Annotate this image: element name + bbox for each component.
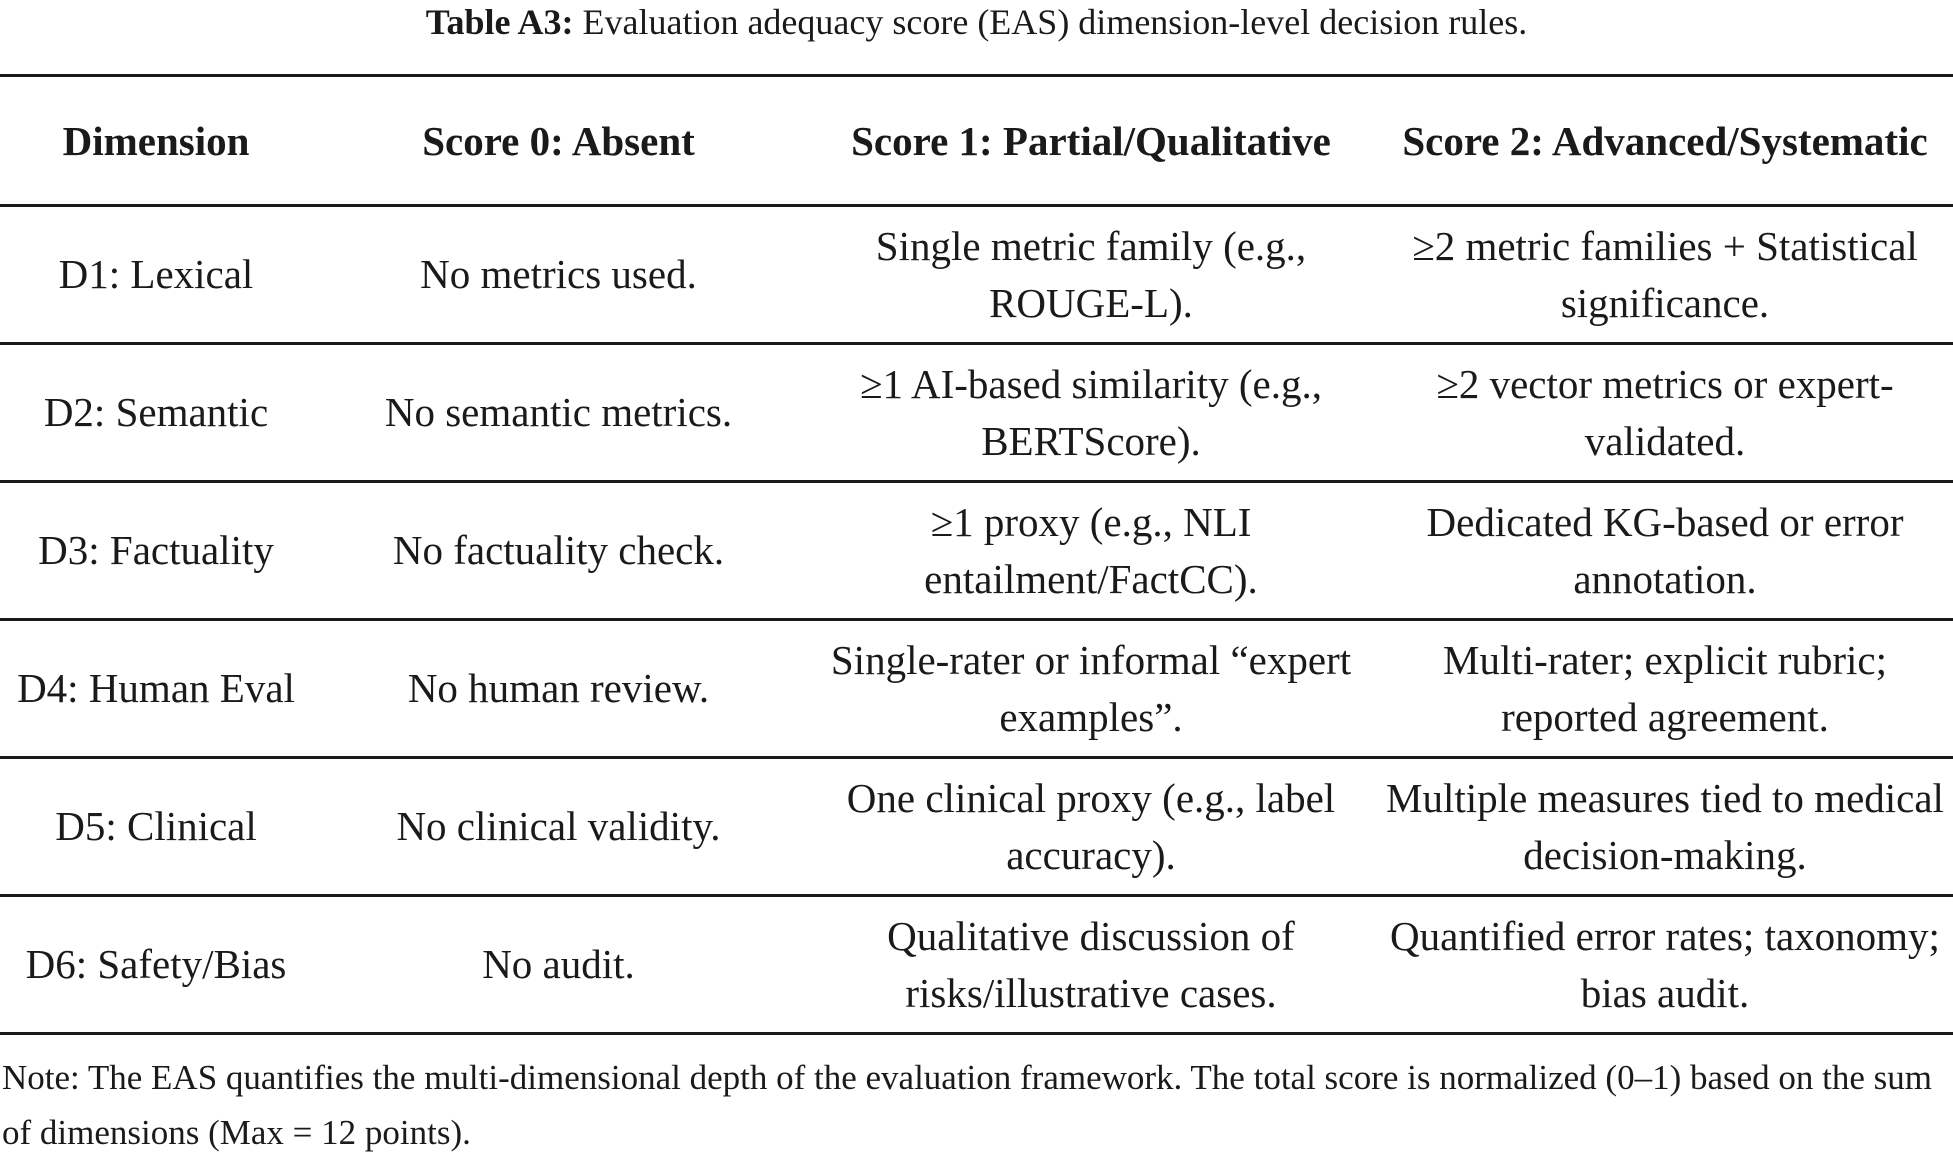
cell-score-1: Single metric family (e.g., ROUGE-L).: [805, 206, 1377, 344]
eas-decision-rules-table: [0, 74, 1953, 1035]
cell-dimension: D3: Factuality: [0, 482, 312, 620]
cell-dimension: D4: Human Eval: [0, 620, 312, 758]
cell-score-2: Multiple measures tied to medical decision-making.: [1377, 758, 1953, 896]
cell-score-0: No metrics used.: [312, 206, 805, 344]
cell-score-0: No clinical validity.: [312, 758, 805, 896]
cell-dimension: D6: Safety/Bias: [0, 896, 312, 1034]
cell-score-1: Qualitative discussion of risks/illustrative cases.: [805, 896, 1377, 1034]
table-row: [0, 896, 1953, 1034]
cell-dimension: D5: Clinical: [0, 758, 312, 896]
table-caption-label: Table A3:: [425, 2, 574, 42]
cell-score-2: Quantified error rates; taxonomy; bias audit.: [1377, 896, 1953, 1034]
cell-score-0: No semantic metrics.: [312, 344, 805, 482]
table-row: [0, 482, 1953, 620]
cell-dimension: D1: Lexical: [0, 206, 312, 344]
table-caption-text: Evaluation adequacy score (EAS) dimension-level decision rules.: [582, 2, 1528, 42]
cell-score-1: Single-rater or informal “expert examples”.: [805, 620, 1377, 758]
table-header: [0, 76, 1953, 206]
table-header-row: [0, 76, 1953, 206]
cell-score-2: ≥2 metric families + Statistical significance.: [1377, 206, 1953, 344]
table-caption: [0, 0, 1953, 50]
cell-dimension: D2: Semantic: [0, 344, 312, 482]
header-dimension: Dimension: [0, 76, 312, 206]
cell-score-2: Dedicated KG-based or error annotation.: [1377, 482, 1953, 620]
cell-score-2: Multi-rater; explicit rubric; reported agreement.: [1377, 620, 1953, 758]
table-note: Note: The EAS quantifies the multi-dimensional depth of the evaluation framework. The total score is normalized (0–1) based on the sum of dimensions (Max = 12 points).: [2, 1058, 1933, 1152]
table-body: [0, 206, 1953, 1034]
header-score-0: Score 0: Absent: [312, 76, 805, 206]
table-row: [0, 206, 1953, 344]
cell-score-1: One clinical proxy (e.g., label accuracy).: [805, 758, 1377, 896]
cell-score-1: ≥1 proxy (e.g., NLI entailment/FactCC).: [805, 482, 1377, 620]
cell-score-0: No human review.: [312, 620, 805, 758]
table-row: [0, 620, 1953, 758]
cell-score-2: ≥2 vector metrics or expert-validated.: [1377, 344, 1953, 482]
cell-score-0: No factuality check.: [312, 482, 805, 620]
header-score-2: Score 2: Advanced/Systematic: [1377, 76, 1953, 206]
table-row: [0, 344, 1953, 482]
cell-score-0: No audit.: [312, 896, 805, 1034]
cell-score-1: ≥1 AI-based similarity (e.g., BERTScore).: [805, 344, 1377, 482]
header-score-1: Score 1: Partial/Qualitative: [805, 76, 1377, 206]
table-row: [0, 758, 1953, 896]
